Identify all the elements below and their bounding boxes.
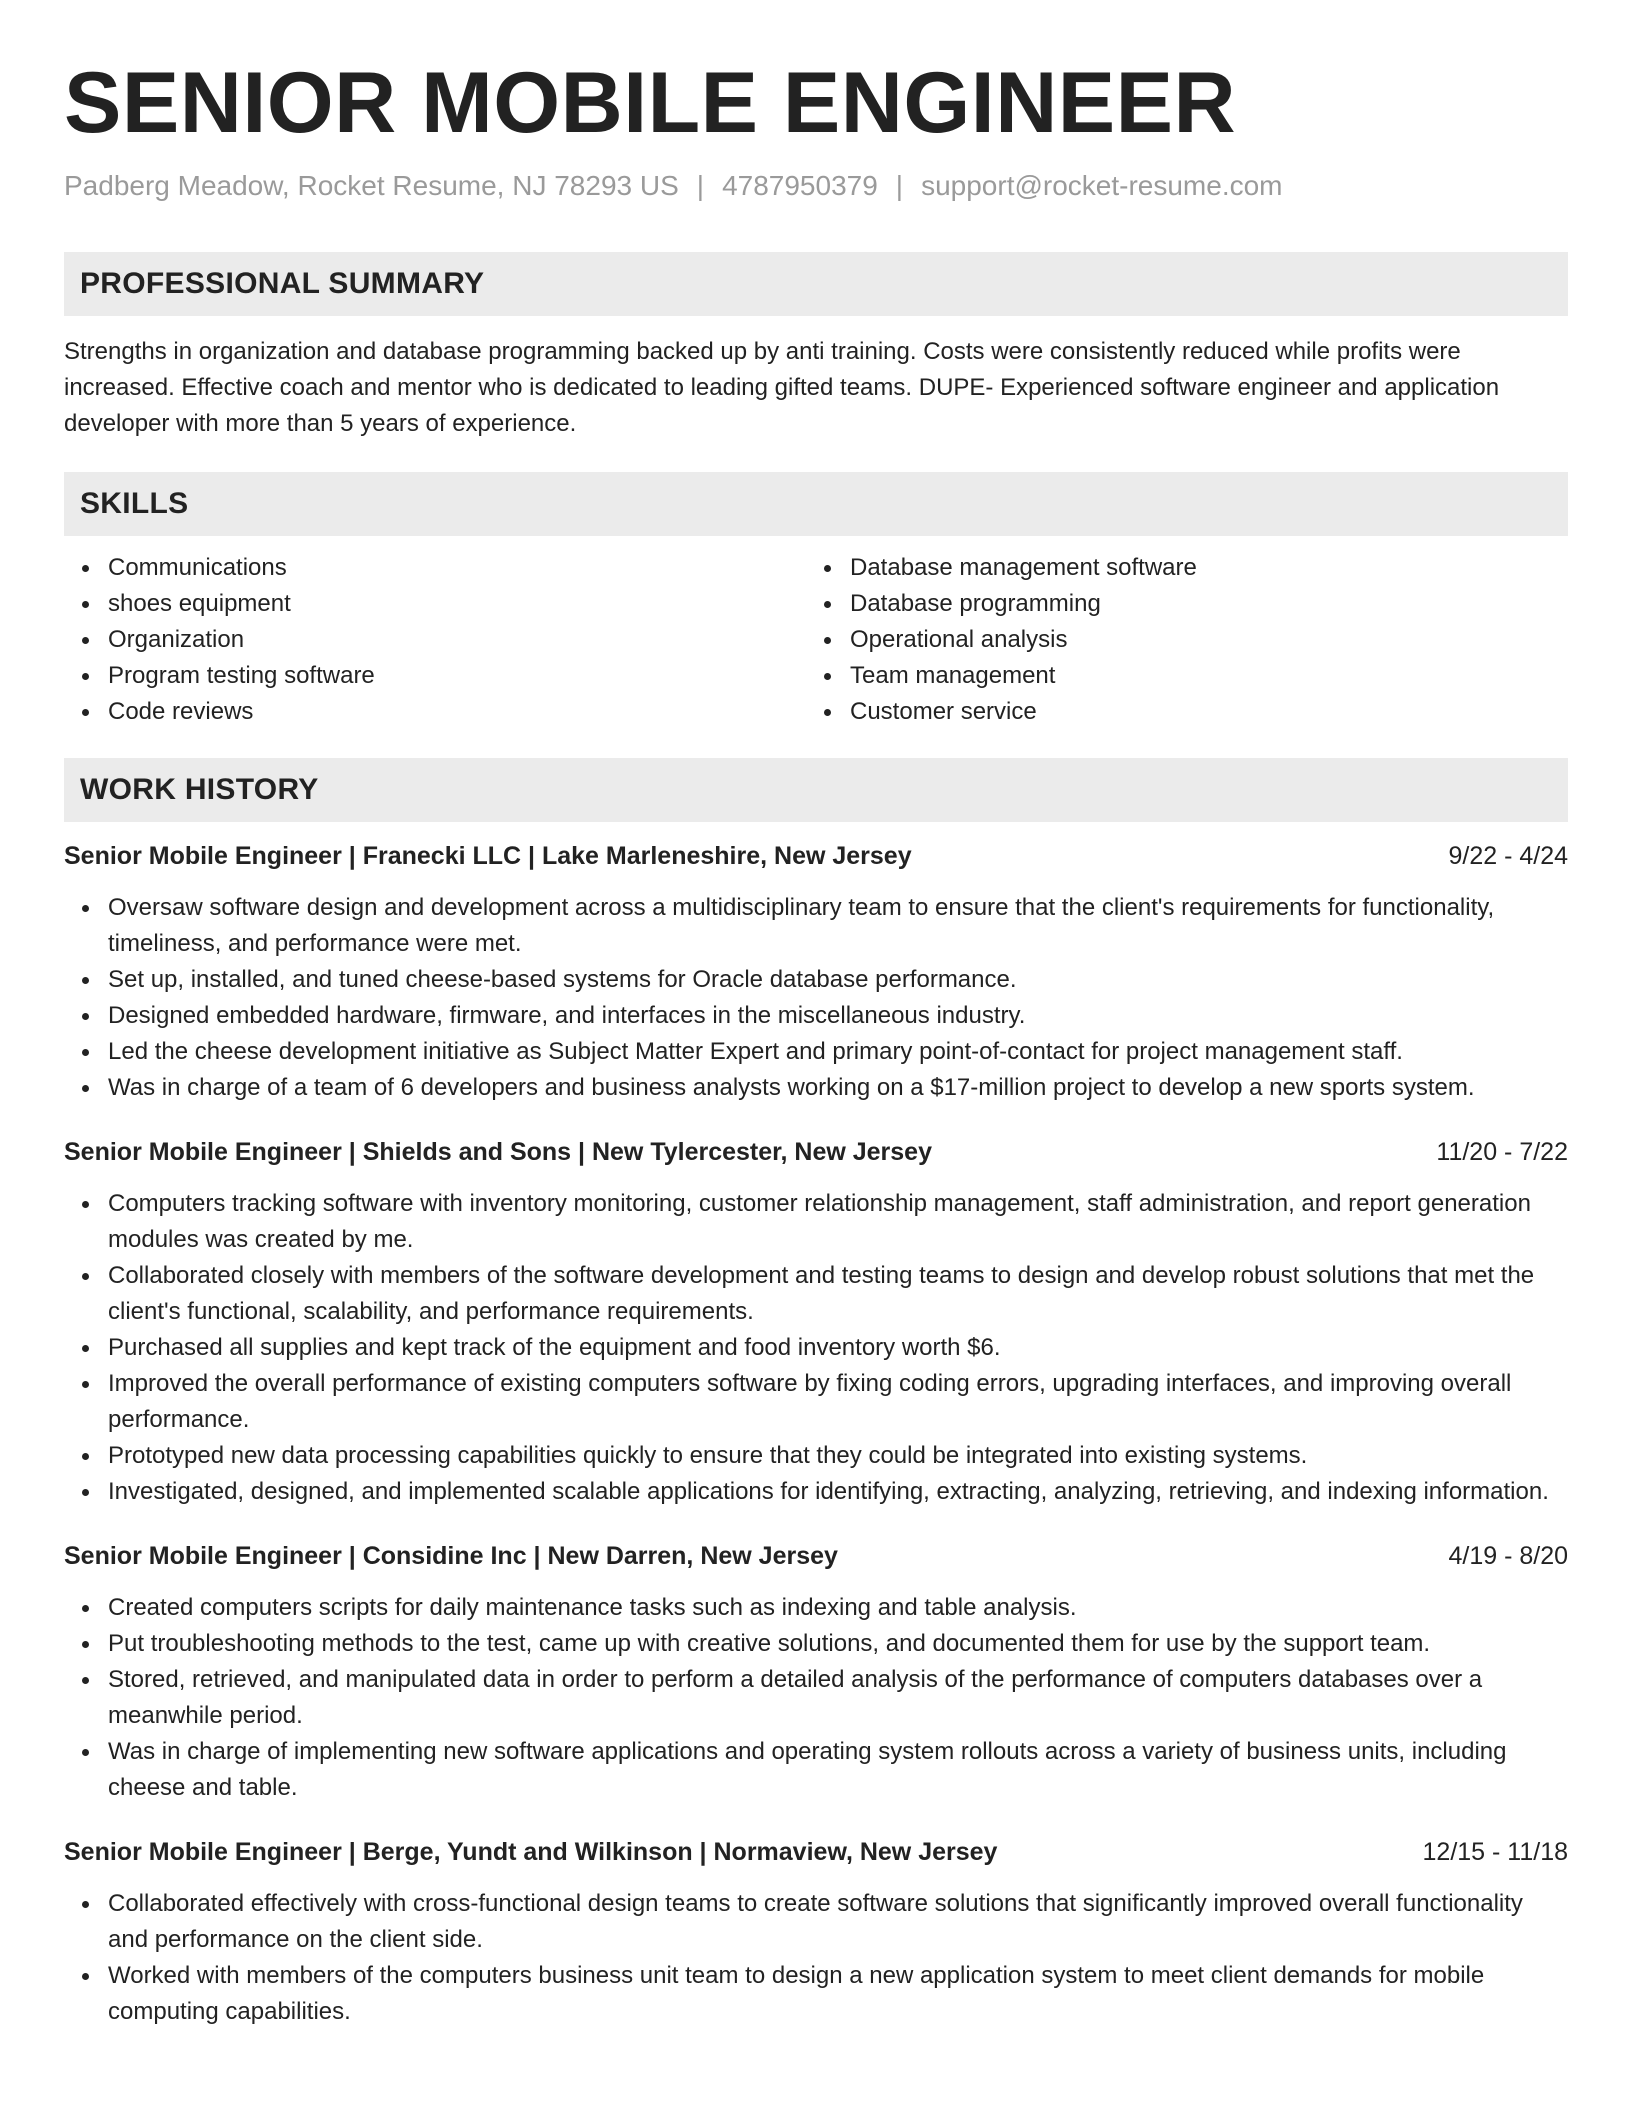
- job-bullets: [64, 1886, 1568, 2030]
- job-title: Senior Mobile Engineer | Berge, Yundt and Wilkinson | Normaview, New Jersey: [64, 1838, 998, 1866]
- skill-item: Organization: [64, 622, 806, 658]
- contact-separator: |: [895, 170, 904, 201]
- job-dates: 9/22 - 4/24: [1448, 842, 1568, 870]
- skill-item: Code reviews: [64, 694, 806, 730]
- skill-item: Operational analysis: [806, 622, 1548, 658]
- work-history-heading: WORK HISTORY: [64, 758, 1568, 822]
- skills-column-left: [64, 550, 806, 730]
- job-bullet: Prototyped new data processing capabilities quickly to ensure that they could be integrated into existing systems.: [64, 1438, 1568, 1474]
- skill-item: Database management software: [806, 550, 1548, 586]
- job-header: [64, 1134, 1568, 1170]
- job-title: Senior Mobile Engineer | Franecki LLC | Lake Marleneshire, New Jersey: [64, 842, 912, 870]
- job-bullets: [64, 1186, 1568, 1510]
- job-bullet: Put troubleshooting methods to the test, came up with creative solutions, and documented them for use by the support team.: [64, 1626, 1568, 1662]
- job-bullet: Was in charge of implementing new software applications and operating system rollouts across a variety of business units, including cheese and table.: [64, 1734, 1568, 1806]
- job-bullet: Collaborated effectively with cross-functional design teams to create software solutions that significantly improved overall functionality and performance on the client side.: [64, 1886, 1568, 1958]
- job-dates: 12/15 - 11/18: [1422, 1838, 1568, 1866]
- job-bullet: Designed embedded hardware, firmware, and interfaces in the miscellaneous industry.: [64, 998, 1568, 1034]
- skill-item: Database programming: [806, 586, 1548, 622]
- job-title: Senior Mobile Engineer | Considine Inc | New Darren, New Jersey: [64, 1542, 838, 1570]
- contact-phone: 4787950379: [722, 170, 878, 201]
- skill-item: shoes equipment: [64, 586, 806, 622]
- skill-item: Communications: [64, 550, 806, 586]
- contact-address: Padberg Meadow, Rocket Resume, NJ 78293 US: [64, 170, 679, 201]
- contact-email: support@rocket-resume.com: [921, 170, 1283, 201]
- contact-line: [64, 170, 1568, 202]
- skills-column-right: [806, 550, 1548, 730]
- job-dates: 11/20 - 7/22: [1436, 1138, 1568, 1166]
- summary-text: Strengths in organization and database programming backed up by anti training. Costs were consistently reduced while profits were increased. Effective coach and mentor who is dedicated to leading gifted teams. DUPE- Experienced software engineer and application developer with more than 5 years of experience.: [64, 338, 1500, 437]
- job-bullet: Oversaw software design and development across a multidisciplinary team to ensure that the client's requirements for functionality, timeliness, and performance were met.: [64, 890, 1568, 962]
- skill-item: Program testing software: [64, 658, 806, 694]
- job-entry: [64, 1834, 1568, 2030]
- skill-item: Team management: [806, 658, 1548, 694]
- job-bullet: Stored, retrieved, and manipulated data in order to perform a detailed analysis of the performance of computers databases over a meanwhile period.: [64, 1662, 1568, 1734]
- job-entry: [64, 1134, 1568, 1510]
- job-bullet: Created computers scripts for daily maintenance tasks such as indexing and table analysis.: [64, 1590, 1568, 1626]
- job-bullet: Worked with members of the computers business unit team to design a new application system to meet client demands for mobile computing capabilities.: [64, 1958, 1568, 2030]
- job-bullets: [64, 890, 1568, 1106]
- job-header: [64, 1834, 1568, 1870]
- job-bullets: [64, 1590, 1568, 1806]
- job-bullet: Set up, installed, and tuned cheese-based systems for Oracle database performance.: [64, 962, 1568, 998]
- job-bullet: Was in charge of a team of 6 developers and business analysts working on a $17-million project to develop a new sports system.: [64, 1070, 1568, 1106]
- resume-name: SENIOR MOBILE ENGINEER: [64, 55, 1237, 151]
- job-title: Senior Mobile Engineer | Shields and Sons | New Tylercester, New Jersey: [64, 1138, 932, 1166]
- job-bullet: Investigated, designed, and implemented scalable applications for identifying, extracting, analyzing, retrieving, and indexing information.: [64, 1474, 1568, 1510]
- job-bullet: Improved the overall performance of existing computers software by fixing coding errors, upgrading interfaces, and improving overall performance.: [64, 1366, 1568, 1438]
- job-header: [64, 838, 1568, 874]
- skill-item: Customer service: [806, 694, 1548, 730]
- job-dates: 4/19 - 8/20: [1448, 1542, 1568, 1570]
- contact-separator: |: [696, 170, 705, 201]
- skills-heading: SKILLS: [64, 472, 1568, 536]
- skills-list: [64, 550, 1568, 730]
- job-bullet: Computers tracking software with inventory monitoring, customer relationship management, staff administration, and report generation modules was created by me.: [64, 1186, 1568, 1258]
- job-entry: [64, 1538, 1568, 1806]
- job-bullet: Led the cheese development initiative as Subject Matter Expert and primary point-of-contact for project management staff.: [64, 1034, 1568, 1070]
- job-header: [64, 1538, 1568, 1574]
- job-bullet: Purchased all supplies and kept track of the equipment and food inventory worth $6.: [64, 1330, 1568, 1366]
- summary-heading: PROFESSIONAL SUMMARY: [64, 252, 1568, 316]
- job-entry: [64, 838, 1568, 1106]
- job-bullet: Collaborated closely with members of the software development and testing teams to design and develop robust solutions that met the client's functional, scalability, and performance requirements.: [64, 1258, 1568, 1330]
